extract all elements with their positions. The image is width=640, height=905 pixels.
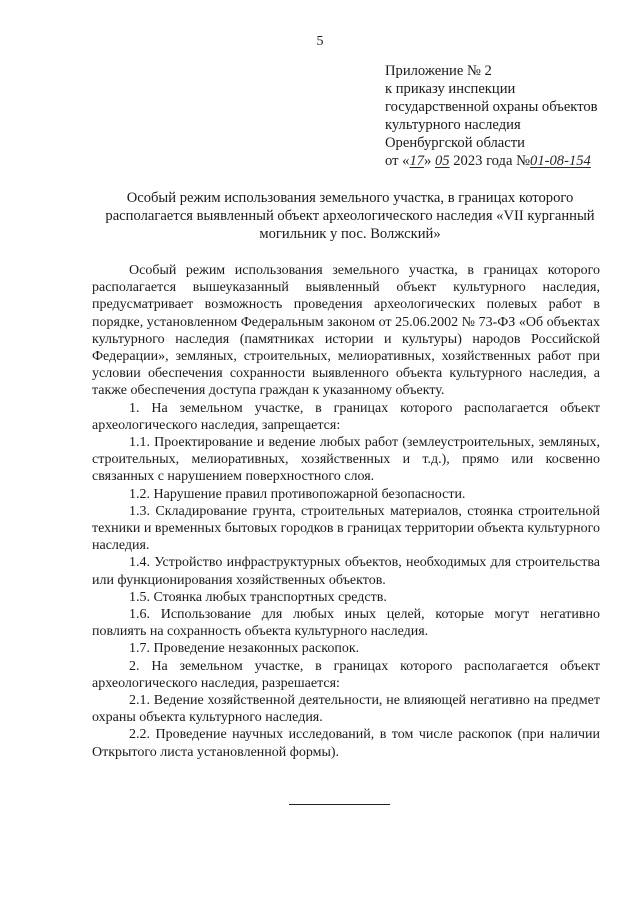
appendix-title: Приложение № 2 bbox=[385, 63, 492, 79]
clause-2-2: 2.2. Проведение научных исследований, в том числе раскопок (при наличии Открытого листа установленной формы). bbox=[92, 727, 600, 760]
appendix-date bbox=[385, 152, 635, 170]
appendix-block bbox=[385, 62, 635, 170]
date-year: 2023 года № bbox=[449, 153, 531, 169]
clause-1-6: 1.6. Использование для любых иных целей, которые могут негативно повлиять на сохранность объекта культурного наследия. bbox=[92, 607, 600, 640]
clause-1-2: 1.2. Нарушение правил противопожарной безопасности. bbox=[129, 486, 466, 502]
clause-1-4: 1.4. Устройство инфраструктурных объектов, необходимых для строительства или функционирования хозяйственных объектов. bbox=[92, 555, 600, 588]
intro-paragraph: Особый режим использования земельного участка, в границах которого располагается вышеуказанный выявленный объект культурного наследия, предусматривает возможность проведения археологических полевых работ в порядке, установленном Федеральным законом от 25.06.2002 № 73-ФЗ «Об объектах культурного наследия (памятниках истории и культуры) народов Российской Федерации», земляных, строительных, мелиоративных, хозяйственных работ при условии обеспечения сохранности выявленного объекта культурного наследия, а также обеспечения доступа граждан к указанному объекту. bbox=[92, 263, 600, 399]
page-number: 5 bbox=[316, 34, 324, 49]
date-prefix: от « bbox=[385, 153, 410, 169]
appendix-line: к приказу инспекции bbox=[385, 81, 516, 97]
document-title: Особый режим использования земельного участка, в границах которого располагается выявленный объект археологического наследия «VII курганный могильник у пос. Волжский» bbox=[105, 190, 595, 242]
order-number: 01-08-154 bbox=[530, 153, 591, 169]
document-body bbox=[92, 262, 600, 761]
clause-2: 2. На земельном участке, в границах которого располагается объект археологического наследия, разрешается: bbox=[92, 658, 600, 691]
appendix-line: государственной охраны объектов bbox=[385, 99, 598, 115]
date-month: 05 bbox=[434, 153, 450, 169]
appendix-line: культурного наследия bbox=[385, 117, 521, 133]
clause-1-5: 1.5. Стоянка любых транспортных средств. bbox=[129, 589, 387, 605]
clause-1-7: 1.7. Проведение незаконных раскопок. bbox=[129, 641, 360, 657]
clause-1-3: 1.3. Складирование грунта, строительных материалов, стоянка строительной техники и временных бытовых городков в границах территории объекта культурного наследия. bbox=[92, 503, 600, 554]
clause-1: 1. На земельном участке, в границах которого располагается объект археологического наследия, запрещается: bbox=[92, 400, 600, 433]
clause-1-1: 1.1. Проектирование и ведение любых работ (землеустроительных, земляных, строительных, мелиоративных, хозяйственных и т.д.), прямо или косвенно связанных с нарушением поверхностного слоя. bbox=[92, 435, 600, 485]
clause-2-1: 2.1. Ведение хозяйственной деятельности, не влияющей негативно на предмет охраны объекта культурного наследия. bbox=[92, 693, 600, 726]
date-day: 17 bbox=[409, 153, 425, 169]
appendix-line: Оренбургской области bbox=[385, 135, 525, 151]
closing-divider bbox=[289, 804, 390, 805]
date-mid: » bbox=[424, 153, 435, 169]
